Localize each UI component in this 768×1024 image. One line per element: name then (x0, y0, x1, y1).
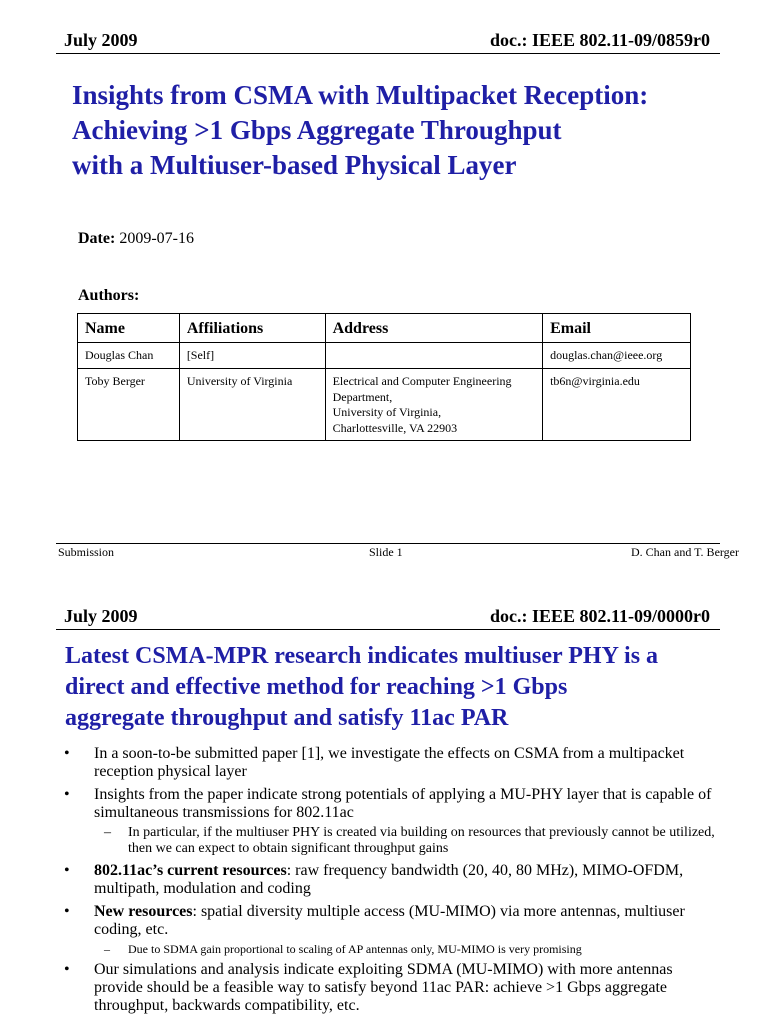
slide2-title-line: Latest CSMA-MPR research indicates multiuser PHY is a (65, 643, 659, 669)
slide1-footer-rule (56, 543, 720, 544)
bullet-bold-text: New resources (94, 903, 193, 920)
sub-bullet-text: In particular, if the multiuser PHY is created via building on resources that previously cannot be utilized, then we can expect to obtain significant throughput gains (128, 825, 715, 856)
column-header-address: Address (325, 314, 542, 343)
column-header-affiliations: Affiliations (179, 314, 325, 343)
footer-left: Submission (58, 545, 115, 559)
author-name: Toby Berger (78, 369, 180, 441)
bullet-icon: • (64, 745, 70, 762)
address-line: University of Virginia, (332, 405, 442, 419)
column-header-email: Email (543, 314, 691, 343)
table-header-row (78, 314, 691, 343)
slide1-date-header: July 2009 (64, 30, 138, 50)
slide1-title-line: Insights from CSMA with Multipacket Reception: (72, 80, 649, 110)
bullet-icon: • (64, 786, 70, 803)
authors-table (77, 313, 691, 441)
bullet-text: : spatial diversity multiple access (MU-MIMO) via more antennas, multiuser coding, etc. (94, 903, 685, 938)
bullet-text: Our simulations and analysis indicate exploiting SDMA (MU-MIMO) with more antennas provide should be a feasible way to satisfy beyond 11ac PAR: achieve >1 Gbps aggregate throughput, backwards compatibility, etc. (94, 961, 673, 1014)
slide2-date-header: July 2009 (64, 606, 138, 626)
bullet-text: : raw frequency bandwidth (20, 40, 80 MHz), MIMO-OFDM, multipath, modulation and coding (94, 862, 684, 897)
sub-list (94, 942, 724, 956)
sub-list (94, 825, 724, 857)
table-row (78, 369, 691, 441)
bullet-icon: • (64, 903, 70, 920)
slide1-title-line: Achieving >1 Gbps Aggregate Throughput (72, 115, 562, 145)
bullet-bold-text: 802.11ac’s current resources (94, 862, 287, 879)
dash-icon: – (104, 942, 110, 956)
slide2-header-rule (56, 629, 720, 630)
author-affiliation: [Self] (179, 343, 325, 369)
list-item (64, 961, 724, 1015)
date-line (78, 230, 194, 248)
sub-list-item (94, 825, 724, 857)
bullet-icon: • (64, 862, 70, 879)
slide2-title (65, 641, 755, 734)
date-label: Date: (78, 230, 116, 247)
list-item (64, 862, 724, 898)
author-email: tb6n@virginia.edu (543, 369, 691, 441)
author-affiliation: University of Virginia (179, 369, 325, 441)
author-name: Douglas Chan (78, 343, 180, 369)
slide1-doc-header: doc.: IEEE 802.11-09/0859r0 (489, 30, 710, 50)
authors-label: Authors: (78, 287, 140, 304)
list-item (64, 786, 724, 857)
dash-icon: – (104, 825, 111, 840)
list-item (64, 903, 724, 956)
footer-right: D. Chan and T. Berger (631, 545, 739, 559)
author-address (325, 369, 542, 441)
slide1-title (72, 78, 752, 183)
address-line: Electrical and Computer Engineering Department, (332, 374, 512, 404)
date-value: 2009-07-16 (119, 230, 194, 247)
author-email: douglas.chan@ieee.org (543, 343, 691, 369)
slide2-title-line: direct and effective method for reaching >1 Gbps (65, 674, 568, 700)
sub-bullet-text: Due to SDMA gain proportional to scaling of AP antennas only, MU-MIMO is very promising (128, 942, 582, 956)
column-header-name: Name (78, 314, 180, 343)
slide1-title-line: with a Multiuser-based Physical Layer (72, 150, 517, 180)
bullet-icon: • (64, 961, 70, 978)
slide1-header-rule (56, 53, 720, 54)
slide2-title-line: aggregate throughput and satisfy 11ac PAR (65, 705, 509, 731)
bullet-text: In a soon-to-be submitted paper [1], we investigate the effects on CSMA from a multipacket reception physical layer (94, 745, 685, 780)
bullet-text: Insights from the paper indicate strong potentials of applying a MU-PHY layer that is capable of simultaneous transmissions for 802.11ac (94, 786, 712, 821)
author-address (325, 343, 542, 369)
list-item (64, 745, 724, 781)
table-row (78, 343, 691, 369)
slide2-doc-header: doc.: IEEE 802.11-09/0000r0 (489, 606, 710, 626)
sub-list-item (94, 942, 724, 956)
address-line: Charlottesville, VA 22903 (332, 420, 458, 435)
footer-center: Slide 1 (369, 545, 403, 559)
bullet-list (64, 745, 724, 1020)
